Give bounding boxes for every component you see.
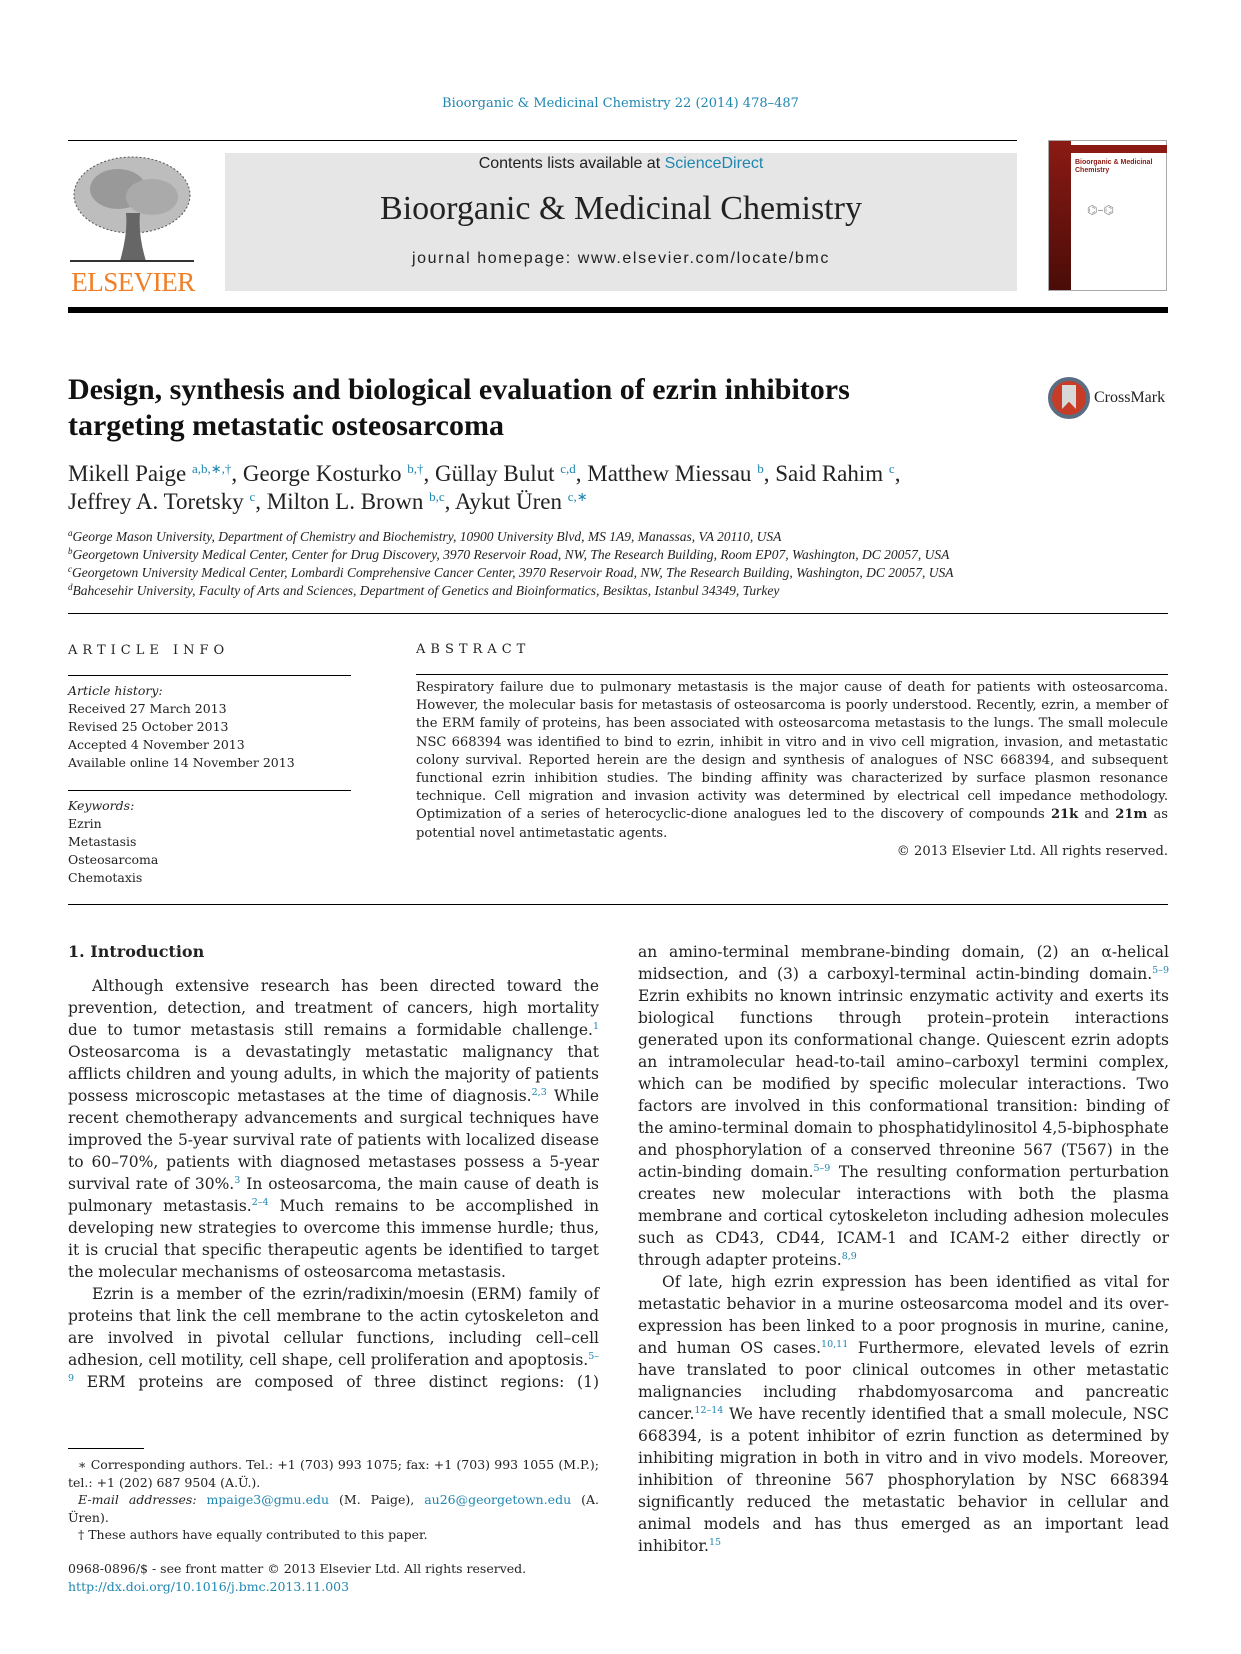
citation-ref[interactable]: 3 xyxy=(234,1175,241,1186)
body-column-right xyxy=(638,941,1169,1557)
article-info xyxy=(68,642,351,887)
front-matter xyxy=(68,1560,526,1595)
keyword: Osteosarcoma xyxy=(68,852,159,867)
history-item: Available online 14 November 2013 xyxy=(68,755,295,770)
author-name: Said Rahim xyxy=(775,461,884,486)
cover-molecule-icon: ⌬–⌬ xyxy=(1087,203,1114,217)
affiliation-key: b xyxy=(68,546,73,556)
citation-ref[interactable]: 15 xyxy=(708,1537,722,1548)
affiliation-text: Bahcesehir University, Faculty of Arts and Sciences, Department of Genetics and Bioinformatics, Besiktas, Istanbul 34349, Turkey xyxy=(72,583,780,598)
article-title: Design, synthesis and biological evaluation of ezrin inhibitors targeting metastatic osteosarcoma xyxy=(68,373,850,442)
author-list xyxy=(68,460,1168,516)
body-paragraph xyxy=(68,1283,599,1393)
author-separator: , xyxy=(255,489,267,514)
author-affiliation-marker[interactable]: c,∗ xyxy=(567,489,588,504)
compound-21k: 21k xyxy=(1050,807,1079,823)
abstract-copyright: © 2013 Elsevier Ltd. All rights reserved. xyxy=(896,843,1168,859)
citation-ref[interactable]: 12–14 xyxy=(694,1405,724,1416)
author-affiliation-marker[interactable]: b,† xyxy=(407,461,424,476)
paragraph-text: We have recently identified that a small molecule, NSC 668394, is a potent inhibitor of ezrin function as determined by inhibiting migration in both in vitro and in vivo models. Moreover, inhibition of threonine 567 phosphorylation by NSC 668394 significantly reduced the metastatic behavior in cellular and animal models and has thus emerged as an important lead inhibitor. xyxy=(638,1405,1169,1555)
affiliation-key: d xyxy=(68,582,73,592)
body-paragraph xyxy=(638,1271,1169,1557)
journal-cover-thumbnail[interactable] xyxy=(1048,140,1167,291)
author-separator: , xyxy=(894,461,901,486)
abstract-body: as potential novel antimetastatic agents. xyxy=(416,807,1168,841)
paragraph-text: Of late, high ezrin expression has been identified as vital for metastatic behavior in a murine osteosarcoma model and its over-expression has been linked to a poor prognosis in murine, canine, and human OS cases. xyxy=(638,1273,1169,1357)
sciencedirect-link[interactable]: ScienceDirect xyxy=(664,155,764,172)
affiliation-text: Georgetown University Medical Center, Center for Drug Discovery, 3970 Reservoir Road, NW, The Research Building, Room EP07, Washington, DC 20057, USA xyxy=(72,547,950,562)
body-paragraph xyxy=(68,975,599,1283)
paragraph-text: Ezrin is a member of the ezrin/radixin/moesin (ERM) family of proteins that link the cell membrane to the actin cytoskeleton and are involved in pivotal cellular functions, including cell–cell adhesion, cell motility, cell shape, cell proliferation and apoptosis. xyxy=(68,1285,599,1369)
abstract-body: and xyxy=(1078,807,1116,823)
citation-ref[interactable]: 5–9 xyxy=(1152,965,1169,976)
paragraph-text: Much remains to be accomplished in developing new strategies to overcome this immense hurdle; thus, it is crucial that specific therapeutic agents be identified to target the molecular mechanisms of osteosarcoma metastasis. xyxy=(68,1197,600,1281)
paragraph-text: Ezrin exhibits no known intrinsic enzymatic activity and exerts its biological functions through protein–protein interactions generated upon its conformational change. Quiescent ezrin adopts an intramolecular head-to-tail amino–carboxyl termini complex, which can be modified by specific molecular interactions. Two factors are involved in this conformational transition: binding of the amino-terminal domain to phosphatidylinositol 4,5-biphosphate and phosphorylation of a conserved threonine 567 (T567) in the actin-binding domain. xyxy=(638,987,1169,1181)
front-matter-text: 0968-0896/$ - see front matter © 2013 Elsevier Ltd. All rights reserved. xyxy=(68,1561,527,1576)
crossmark-icon xyxy=(1048,377,1090,419)
footnote-rule xyxy=(68,1448,144,1449)
author-separator: , xyxy=(231,461,243,486)
author-name: Milton L. Brown xyxy=(266,489,424,514)
paragraph-text: Furthermore, elevated levels of ezrin have translated to poor clinical outcomes in other metastatic malignancies including rhabdomyosarcoma and pancreatic cancer. xyxy=(638,1339,1169,1423)
journal-homepage[interactable]: journal homepage: www.elsevier.com/locate/bmc xyxy=(412,250,830,267)
paragraph-text: Although extensive research has been directed toward the prevention, detection, and treatment of cancers, high mortality due to tumor metastasis still remains a formidable challenge. xyxy=(68,977,599,1039)
journal-name: Bioorganic & Medicinal Chemistry xyxy=(380,190,862,227)
email-footnote xyxy=(68,1491,599,1526)
email-link-paige[interactable]: mpaige3@gmu.edu xyxy=(206,1492,330,1507)
abstract-body: Respiratory failure due to pulmonary metastasis is the major cause of death for patients with osteosarcoma. However, the molecular basis for metastasis of osteosarcoma is poorly understood. Recently, ezrin, a member of the ERM family of proteins, has been associated with osteosarcoma metastasis to the lungs. The small molecule NSC 668394 was identified to bind to ezrin, inhibit in vitro and in vivo cell migration, invasion, and metastatic colony survival. Reported herein are the design and synthesis of analogues of NSC 668394, and subsequent functional ezrin inhibition studies. The binding affinity was characterized by surface plasmon resonance technique. Cell migration and invasion activity was determined by electrical cell impedance methodology. Optimization of a series of heterocyclic-dione analogues led to the discovery of compounds xyxy=(416,680,1168,823)
author-separator: , xyxy=(763,461,776,486)
author-affiliation-marker[interactable]: c xyxy=(888,461,895,476)
section-heading: 1. Introduction xyxy=(68,942,205,961)
author-name: Aykut Üren xyxy=(454,489,562,514)
elsevier-wordmark: ELSEVIER xyxy=(71,267,195,297)
contents-label: Contents lists available at xyxy=(478,155,665,172)
abstract-text xyxy=(416,674,1168,843)
journal-masthead xyxy=(225,153,1017,291)
author-name: Matthew Miessau xyxy=(587,461,752,486)
cover-band xyxy=(1049,141,1071,290)
divider xyxy=(68,613,1168,614)
equal-contribution-footnote: † These authors have equally contributed to this paper. xyxy=(78,1527,428,1542)
affiliation xyxy=(68,546,1168,564)
compound-21m: 21m xyxy=(1115,807,1148,823)
keyword: Chemotaxis xyxy=(68,870,143,885)
footnotes xyxy=(68,1456,599,1544)
paragraph-text: ERM proteins are composed of three distinct regions: (1) xyxy=(74,1373,599,1391)
top-rule xyxy=(68,140,1017,141)
paragraph-text: While recent chemotherapy advancements and surgical techniques have improved the 5-year survival rate of patients with localized disease to 60–70%, patients with diagnosed metastases possess a 5-year survival rate of 30%. xyxy=(68,1087,599,1193)
keywords-list xyxy=(68,815,351,887)
author-name: Güllay Bulut xyxy=(435,461,555,486)
affiliation-key: c xyxy=(68,564,72,574)
corresponding-footnote: ∗ Corresponding authors. Tel.: +1 (703) 993 1075; fax: +1 (703) 993 1055 (M.P.); tel.: +1 (202) 687 9504 (A.Ü.). xyxy=(68,1457,599,1490)
affiliations xyxy=(68,528,1168,600)
citation-ref[interactable]: 1 xyxy=(592,1021,599,1032)
crossmark-button[interactable] xyxy=(1048,377,1165,419)
affiliation-key: a xyxy=(68,528,73,538)
affiliation xyxy=(68,528,1168,546)
author-affiliation-marker[interactable]: c xyxy=(249,489,256,504)
author-affiliation-marker[interactable]: a,b,∗,† xyxy=(191,461,232,476)
abstract xyxy=(416,642,1168,861)
author-name: George Kosturko xyxy=(242,461,402,486)
citation-ref[interactable]: 8,9 xyxy=(841,1251,857,1262)
cover-topbar xyxy=(1071,145,1167,153)
article-history xyxy=(68,675,351,772)
email-link-uren[interactable]: au26@georgetown.edu xyxy=(424,1492,572,1507)
history-item: Accepted 4 November 2013 xyxy=(68,737,245,752)
paragraph-text: Osteosarcoma is a devastatingly metastatic malignancy that afflicts children and young adults, in which the majority of patients possess microscopic metastases at the time of diagnosis. xyxy=(68,1043,599,1105)
keywords-label: Keywords: xyxy=(68,798,135,813)
keywords xyxy=(68,790,351,887)
body-paragraph xyxy=(638,941,1169,1271)
journal-citation-link[interactable]: Bioorganic & Medicinal Chemistry 22 (2014) 478–487 xyxy=(442,96,799,111)
author-affiliation-marker[interactable]: b xyxy=(757,461,764,476)
affiliation-text: George Mason University, Department of Chemistry and Biochemistry, 10900 University Blvd, MS 1A9, Manassas, VA 20110, USA xyxy=(72,529,782,544)
author-name: Jeffrey A. Toretsky xyxy=(68,489,244,514)
body-column-left xyxy=(68,941,599,1393)
affiliation-text: Georgetown University Medical Center, Lombardi Comprehensive Cancer Center, 3970 Reservoir Road, NW, The Research Building, Washington, DC 20057, USA xyxy=(72,565,954,580)
citation-ref[interactable]: 5–9 xyxy=(813,1163,831,1174)
affiliation xyxy=(68,564,1168,582)
author-name: Mikell Paige xyxy=(68,461,187,486)
history-label: Article history: xyxy=(68,683,163,698)
keyword: Ezrin xyxy=(68,816,102,831)
history-item: Revised 25 October 2013 xyxy=(68,719,229,734)
divider xyxy=(68,904,1168,905)
author-separator: , xyxy=(575,461,588,486)
paragraph-text: The resulting conformation perturbation creates new molecular interactions with both the plasma membrane and cortical cytoskeleton including adhesion molecules such as CD43, CD44, ICAM-1 and ICAM-2 either directly or through adapter proteins. xyxy=(638,1163,1169,1269)
email-label: E-mail addresses: xyxy=(78,1492,207,1507)
email-owner: (A. Üren). xyxy=(68,1492,599,1525)
author-affiliation-marker[interactable]: b,c xyxy=(429,489,445,504)
abstract-heading: ABSTRACT xyxy=(416,642,531,657)
paragraph-text: In osteosarcoma, the main cause of death is pulmonary metastasis. xyxy=(68,1175,599,1215)
citation-ref[interactable]: 2–4 xyxy=(251,1197,269,1208)
crossmark-label: CrossMark xyxy=(1094,389,1166,406)
history-list xyxy=(68,700,351,772)
masthead-bar xyxy=(68,307,1168,313)
keyword: Metastasis xyxy=(68,834,137,849)
elsevier-tree-icon xyxy=(68,153,196,265)
article-info-heading: ARTICLE INFO xyxy=(68,643,230,658)
author-affiliation-marker[interactable]: c,d xyxy=(560,461,576,476)
elsevier-logo[interactable] xyxy=(68,153,198,297)
doi-link[interactable]: http://dx.doi.org/10.1016/j.bmc.2013.11.003 xyxy=(68,1578,350,1594)
citation-ref[interactable]: 10,11 xyxy=(821,1339,849,1350)
author-separator: , xyxy=(423,461,435,486)
affiliation xyxy=(68,582,1168,600)
email-owner: (M. Paige), xyxy=(329,1492,425,1507)
author-separator: , xyxy=(444,489,455,514)
contents-line xyxy=(225,155,1017,173)
paragraph-text: an amino-terminal membrane-binding domain, (2) an α-helical midsection, and (3) a carboxyl-terminal actin-binding domain. xyxy=(638,943,1169,983)
history-item: Received 27 March 2013 xyxy=(68,701,227,716)
citation-ref[interactable]: 5–9 xyxy=(68,1351,599,1384)
citation-ref[interactable]: 2,3 xyxy=(531,1087,547,1098)
cover-title: Bioorganic & Medicinal Chemistry xyxy=(1075,159,1153,174)
